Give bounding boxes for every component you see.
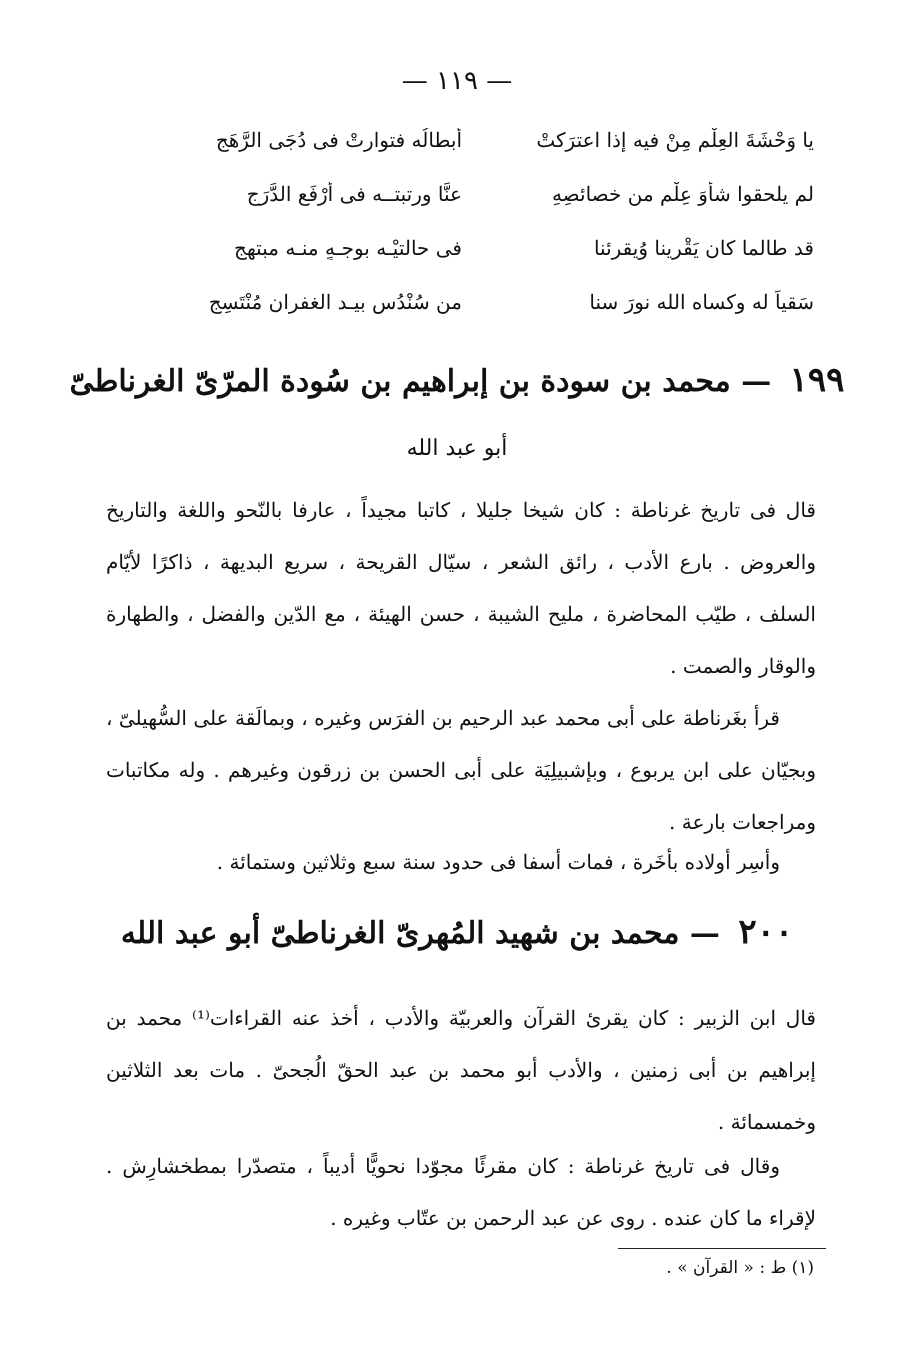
entry-200-paragraph-1: قال ابن الزبير : كان يقرئ القرآن والعربيّة والأدب ، أخذ عنه القراءات⁽¹⁾ محمد بن إبراهيم بن أبى زمنين ، والأدب أبو محمد بن عبد الحقّ الُجحىّ . مات بعد الثلاثين وخمسمائة . xyxy=(106,1006,816,1134)
footnote: (١) ط : « القرآن » . xyxy=(666,1258,814,1278)
page-number: — ١١٩ — xyxy=(401,66,513,96)
footnote-separator xyxy=(618,1248,826,1249)
poem xyxy=(114,128,814,344)
entry-199-heading xyxy=(0,360,914,400)
entry-199-paragraph-2: قرأ بغَرناطة على أبى محمد عبد الرحيم بن الفرَس وغيره ، وبمالَقة على السُّهيلىّ ، وبجيّان على ابن يربوع ، وبإشبيلِيَة على أبى الحسن بن زرقون وغيرهم . وله مكاتبات ومراجعات بارعة . xyxy=(106,706,816,834)
verse-second-hemistich: عنَّا ورتبتــه فى أرْفَعِ الدَّرَجِ xyxy=(246,182,462,206)
entry-199-number: ١٩٩ xyxy=(789,360,845,400)
verse-second-hemistich: فى حالتيْـه بوجـهٍ منـه مبتهجِ xyxy=(234,236,462,260)
verse-second-hemistich: أبطالُه فتوارتْ فى دُجَى الرَّهَجِ xyxy=(215,128,462,152)
entry-200-heading xyxy=(0,912,914,952)
verse-first-hemistich: سَقياً له وكساه الله نورَ سنا xyxy=(589,290,814,314)
verse-first-hemistich: قد طالما كان يَقْرِينا وُيقرئنا xyxy=(593,236,814,260)
verse-first-hemistich: يا وَحْشَةَ العِلْمِ مِنْ فيه إذا اعترَكتْ xyxy=(536,128,814,152)
entry-199-kunya: أبو عبد الله xyxy=(406,436,508,461)
entry-199-title: — محمد بن سودة بن إبراهيم بن سُودة المرّىّ الغرناطىّ xyxy=(69,364,772,399)
verse-second-hemistich: من سُنْدُسٍ بيـد الغفران مُنْتَسِجِ xyxy=(208,290,462,314)
entry-200-paragraph-2: وقال فى تاريخ غرناطة : كان مقرئًا مجوّدا نحويًّا أديباً ، متصدّرا بمطخشارِش . لإقراء ما كان عنده . روى عن عبد الرحمن بن عتّاب وغيره . xyxy=(106,1154,816,1230)
verse-first-hemistich: لم يلحقوا شأْوَ عِلْمٍ من خصائصِهِ xyxy=(551,182,814,206)
poem-verse xyxy=(114,236,814,290)
entry-199-paragraph-3: وأسِر أولاده بأخَرة ، فمات أسفا فى حدود سنة سبع وثلاثين وستمائة . xyxy=(216,850,780,874)
poem-verse xyxy=(114,182,814,236)
poem-verse xyxy=(114,290,814,344)
entry-199-paragraph-1: قال فى تاريخ غرناطة : كان شيخا جليلا ، كاتبا مجيداً ، عارفا بالنّحو واللغة والتاريخ والعروض . بارع الأدب ، رائق الشعر ، سيّال القريحة ، سريع البديهة ، ذاكرًا لأيّام السلف ، طيّب المحاضرة ، مليح الشيبة ، حسن الهيئة ، مع الدّين والفضل ، والطهارة والوقار والصمت . xyxy=(106,498,816,678)
entry-200-number: ٢٠٠ xyxy=(738,912,794,952)
poem-verse xyxy=(114,128,814,182)
entry-200-title: — محمد بن شهيد المُهرىّ الغرناطىّ أبو عبد الله xyxy=(120,916,720,951)
